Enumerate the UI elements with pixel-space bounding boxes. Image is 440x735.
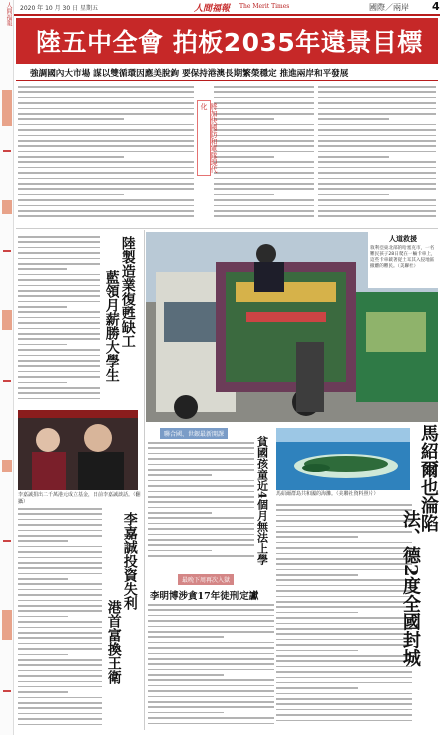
- text-line: [18, 681, 102, 683]
- text-line: [318, 205, 436, 207]
- text-line: [18, 702, 102, 704]
- text-line: [276, 703, 412, 705]
- page-header: [14, 0, 440, 16]
- lead-story-text: [18, 86, 194, 226]
- rescue-caption: 敘利亞東北部的哈塞克市，一名難民孩子28日爬在一輛卡車上，這些卡車載著從土耳其入侵地區撤離的難民。（美聯社）: [370, 246, 436, 269]
- text-line: [318, 108, 436, 110]
- text-line: [148, 701, 274, 703]
- text-line: [276, 693, 412, 695]
- text-line: [18, 675, 102, 677]
- text-line: [318, 161, 436, 163]
- text-line: [148, 706, 274, 708]
- text-line: [148, 658, 274, 660]
- text-line: [18, 697, 102, 699]
- text-line: [276, 628, 412, 630]
- court-story-text: [148, 604, 274, 730]
- text-line: [148, 663, 274, 665]
- text-line: [148, 523, 254, 525]
- text-line: [214, 97, 314, 99]
- text-line: [214, 102, 314, 104]
- text-line: [148, 674, 224, 676]
- text-line: [148, 604, 274, 606]
- text-line: [318, 210, 436, 212]
- story-title-europe-a: 馬紹爾也淪陷: [417, 424, 439, 532]
- text-line: [18, 686, 102, 688]
- text-line: [276, 617, 412, 619]
- text-line: [148, 631, 274, 633]
- text-line: [148, 636, 224, 638]
- text-line: [276, 553, 412, 555]
- text-line: [18, 365, 100, 367]
- text-line: [214, 124, 314, 126]
- masthead-logo-en: The Merit Times: [239, 3, 290, 10]
- main-headline: 陸五中全會 拍板2035年遠景目標: [36, 28, 423, 57]
- text-line: [148, 496, 254, 498]
- text-line: [214, 188, 314, 190]
- text-line: [148, 609, 274, 611]
- text-line: [18, 167, 194, 169]
- text-line: [18, 290, 100, 292]
- text-line: [276, 709, 412, 711]
- text-line: [214, 86, 314, 88]
- text-line: [148, 642, 274, 644]
- text-line: [318, 113, 436, 115]
- text-line: [276, 612, 358, 614]
- divider: [16, 80, 438, 81]
- text-line: [18, 648, 102, 650]
- europe-story-text: [276, 504, 412, 730]
- text-line: [148, 442, 254, 444]
- text-line: [276, 574, 358, 576]
- text-line: [318, 91, 436, 93]
- text-line: [276, 714, 412, 716]
- text-line: [276, 504, 412, 506]
- text-line: [276, 687, 358, 689]
- text-line: [276, 698, 412, 700]
- text-line: [276, 601, 412, 603]
- text-line: [18, 338, 100, 340]
- text-line: [18, 589, 102, 591]
- masthead-logo: 人間福報: [194, 4, 231, 14]
- text-line: [318, 118, 389, 120]
- text-line: [148, 550, 212, 552]
- text-line: [18, 349, 100, 351]
- divider: [16, 228, 438, 229]
- text-line: [214, 215, 314, 217]
- text-line: [318, 97, 436, 99]
- section-name: 國際／兩岸: [369, 3, 409, 12]
- island-caption: 馬紹爾群島共和國的海灘。（美聯社資料照片）: [276, 491, 379, 497]
- text-line: [18, 513, 102, 515]
- text-line: [276, 536, 358, 538]
- text-line: [18, 178, 194, 180]
- poor-child-box-label: 聯合國、世銀最新開課: [160, 428, 228, 439]
- text-line: [18, 610, 102, 612]
- strip-bar: [2, 310, 12, 330]
- strip-tick: [3, 150, 11, 152]
- text-line: [148, 679, 274, 681]
- text-line: [18, 140, 194, 142]
- text-line: [148, 528, 254, 530]
- text-line: [18, 530, 102, 532]
- strip-bar: [2, 200, 12, 214]
- text-line: [148, 447, 254, 449]
- text-line: [276, 720, 412, 722]
- text-line: [18, 322, 100, 324]
- text-line: [18, 328, 100, 330]
- text-line: [318, 145, 436, 147]
- text-line: [276, 515, 412, 517]
- rescue-kicker: 人道救援: [389, 235, 417, 243]
- text-line: [214, 113, 314, 115]
- text-line: [214, 108, 314, 110]
- text-line: [318, 151, 436, 153]
- text-line: [148, 539, 254, 541]
- text-line: [318, 129, 436, 131]
- text-line: [148, 647, 274, 649]
- text-line: [18, 376, 100, 378]
- text-line: [214, 178, 314, 180]
- lead-story-text-3: [318, 86, 436, 226]
- text-line: [18, 241, 100, 243]
- strip-bar: [2, 610, 12, 640]
- text-line: [318, 172, 436, 174]
- text-line: [18, 600, 102, 602]
- text-line: [214, 91, 314, 93]
- text-line: [18, 670, 102, 672]
- text-line: [18, 129, 194, 131]
- text-line: [18, 333, 100, 335]
- text-line: [18, 664, 102, 666]
- story-title-shortage-a: 陸製造業復甦缺工: [119, 236, 136, 348]
- text-line: [18, 268, 67, 270]
- text-line: [18, 724, 102, 726]
- text-line: [18, 392, 100, 394]
- text-line: [276, 585, 412, 587]
- text-line: [214, 156, 274, 158]
- text-line: [214, 140, 314, 142]
- text-line: [18, 562, 102, 564]
- text-line: [148, 453, 254, 455]
- text-line: [276, 526, 412, 528]
- text-line: [18, 205, 194, 207]
- text-line: [318, 199, 436, 201]
- text-line: [18, 210, 194, 212]
- text-line: [276, 509, 412, 511]
- text-line: [18, 199, 194, 201]
- strip-bar: [2, 90, 12, 126]
- text-line: [18, 274, 100, 276]
- divider: [144, 230, 145, 730]
- text-line: [18, 659, 102, 661]
- li-ka-shing-photo: [18, 410, 138, 490]
- court-box-label: 最晚下周再次入獄: [178, 574, 234, 585]
- text-line: [18, 156, 124, 158]
- strip-tick: [3, 690, 11, 692]
- text-line: [318, 102, 436, 104]
- text-line: [148, 534, 254, 536]
- text-line: [148, 491, 254, 493]
- text-line: [18, 124, 194, 126]
- text-line: [18, 279, 100, 281]
- sub-headline: 強調國內大市場 謀以雙循環因應美脫鉤 要保持港澳長期繁榮穩定 推進兩岸和平發展: [30, 69, 349, 79]
- text-line: [276, 590, 412, 592]
- strip-tick: [3, 540, 11, 542]
- text-line: [148, 517, 254, 519]
- text-line: [18, 188, 194, 190]
- text-line: [148, 723, 274, 725]
- text-line: [214, 129, 314, 131]
- text-line: [276, 531, 412, 533]
- text-line: [18, 113, 194, 115]
- text-line: [318, 156, 389, 158]
- text-line: [148, 512, 212, 514]
- text-line: [18, 86, 194, 88]
- text-line: [148, 712, 224, 714]
- text-line: [18, 135, 194, 137]
- text-line: [148, 696, 274, 698]
- text-line: [18, 691, 68, 693]
- text-line: [148, 620, 274, 622]
- text-line: [148, 626, 274, 628]
- text-line: [18, 616, 68, 618]
- text-line: [18, 643, 102, 645]
- text-line: [18, 546, 102, 548]
- text-line: [148, 669, 274, 671]
- text-line: [18, 344, 67, 346]
- text-line: [18, 637, 102, 639]
- text-line: [276, 558, 412, 560]
- text-line: [318, 215, 436, 217]
- text-line: [318, 178, 436, 180]
- story-title-li-b: 港首富換王衛: [105, 600, 122, 684]
- headline-banner: [16, 18, 438, 64]
- text-line: [276, 655, 412, 657]
- text-line: [276, 650, 358, 652]
- text-line: [276, 569, 412, 571]
- text-line: [18, 605, 102, 607]
- text-line: [18, 387, 100, 389]
- text-line: [18, 145, 194, 147]
- text-line: [18, 551, 102, 553]
- text-line: [276, 660, 412, 662]
- text-line: [148, 653, 274, 655]
- text-line: [276, 677, 412, 679]
- text-line: [214, 183, 314, 185]
- text-line: [214, 145, 314, 147]
- text-line: [18, 311, 100, 313]
- text-line: [276, 596, 412, 598]
- text-line: [214, 167, 314, 169]
- text-line: [214, 194, 274, 196]
- text-line: [148, 544, 254, 546]
- story-title-europe-b: 法、德2度全國封城: [399, 510, 421, 667]
- shortage-story-text: [18, 236, 100, 406]
- text-line: [276, 623, 412, 625]
- text-line: [148, 474, 212, 476]
- text-line: [18, 713, 102, 715]
- text-line: [318, 183, 436, 185]
- text-line: [318, 86, 436, 88]
- text-line: [18, 194, 124, 196]
- text-line: [18, 355, 100, 357]
- text-line: [148, 507, 254, 509]
- text-line: [18, 108, 194, 110]
- text-line: [18, 557, 102, 559]
- text-line: [18, 573, 102, 575]
- text-line: [214, 151, 314, 153]
- li-photo-image: [18, 410, 138, 490]
- text-line: [18, 578, 68, 580]
- page-number: 4: [432, 0, 440, 13]
- text-line: [148, 464, 254, 466]
- text-line: [148, 690, 274, 692]
- text-line: [18, 540, 68, 542]
- text-line: [18, 97, 194, 99]
- text-line: [18, 215, 194, 217]
- text-line: [318, 167, 436, 169]
- island-photo-image: [276, 428, 410, 490]
- text-line: [18, 161, 194, 163]
- strip-tick: [3, 380, 11, 382]
- text-line: [276, 639, 412, 641]
- text-line: [276, 579, 412, 581]
- text-line: [276, 682, 412, 684]
- text-line: [148, 480, 254, 482]
- text-line: [18, 102, 194, 104]
- text-line: [18, 718, 102, 720]
- text-line: [18, 535, 102, 537]
- text-line: [18, 621, 102, 623]
- text-line: [148, 501, 254, 503]
- text-line: [18, 707, 102, 709]
- page-margin-strip: [0, 0, 14, 735]
- text-line: [214, 118, 274, 120]
- text-line: [276, 666, 412, 668]
- text-line: [18, 632, 102, 634]
- text-line: [18, 151, 194, 153]
- text-line: [18, 508, 102, 510]
- text-line: [214, 199, 314, 201]
- li-story-text: [18, 508, 102, 730]
- text-line: [148, 615, 274, 617]
- text-line: [276, 547, 412, 549]
- text-line: [18, 583, 102, 585]
- text-line: [18, 252, 100, 254]
- text-line: [18, 183, 194, 185]
- text-line: [18, 567, 102, 569]
- text-line: [148, 717, 274, 719]
- text-line: [18, 118, 124, 120]
- text-line: [18, 263, 100, 265]
- strip-tick: [3, 250, 11, 252]
- side-note-box: [197, 100, 218, 176]
- text-line: [148, 485, 254, 487]
- text-line: [276, 671, 412, 673]
- text-line: [18, 301, 100, 303]
- text-line: [18, 360, 100, 362]
- text-line: [18, 594, 102, 596]
- text-line: [18, 519, 102, 521]
- refugee-truck-photo: [146, 232, 438, 422]
- text-line: [18, 654, 68, 656]
- issue-date: 2020 年 10 月 30 日 星期五: [20, 5, 98, 12]
- text-line: [148, 685, 274, 687]
- story-title-shortage-b: 藍領月薪勝大學生: [103, 270, 120, 382]
- text-line: [18, 295, 100, 297]
- text-line: [18, 524, 102, 526]
- text-line: [214, 135, 314, 137]
- text-line: [214, 210, 314, 212]
- text-line: [18, 285, 100, 287]
- text-line: [318, 194, 389, 196]
- side-note: 將加快國防和軍隊現代化: [200, 103, 218, 173]
- rescue-caption-box: [368, 232, 438, 288]
- text-line: [318, 188, 436, 190]
- text-line: [276, 520, 412, 522]
- strip-label: 人間福報: [5, 2, 12, 26]
- story-title-li-a: 李嘉誠投資失利: [121, 512, 138, 610]
- text-line: [18, 247, 100, 249]
- story-title-poor-child: 貧國孩童近4個月無法上學: [255, 436, 269, 565]
- text-line: [148, 555, 254, 557]
- text-line: [318, 124, 436, 126]
- text-line: [276, 644, 412, 646]
- text-line: [148, 469, 254, 471]
- text-line: [276, 606, 412, 608]
- text-line: [18, 91, 194, 93]
- lead-story-text-2: [214, 86, 314, 226]
- text-line: [214, 205, 314, 207]
- text-line: [276, 633, 412, 635]
- li-photo-caption: 李嘉誠捐出二千萬港元成立基金，日前李嘉誠談話。（翻攝）: [18, 492, 141, 505]
- text-line: [214, 161, 314, 163]
- text-line: [318, 135, 436, 137]
- text-line: [148, 458, 254, 460]
- strip-bar: [2, 460, 12, 472]
- marshall-island-photo: [276, 428, 410, 490]
- text-line: [18, 306, 67, 308]
- text-line: [18, 172, 194, 174]
- text-line: [18, 382, 67, 384]
- text-line: [18, 236, 100, 238]
- text-line: [18, 258, 100, 260]
- text-line: [276, 563, 412, 565]
- story-title-court: 李明博涉貪17年徒刑定讞: [150, 591, 259, 602]
- text-line: [18, 627, 102, 629]
- text-line: [276, 542, 412, 544]
- text-line: [18, 371, 100, 373]
- poor-child-text: [148, 442, 254, 562]
- text-line: [18, 317, 100, 319]
- text-line: [18, 398, 100, 400]
- text-line: [214, 172, 314, 174]
- text-line: [318, 140, 436, 142]
